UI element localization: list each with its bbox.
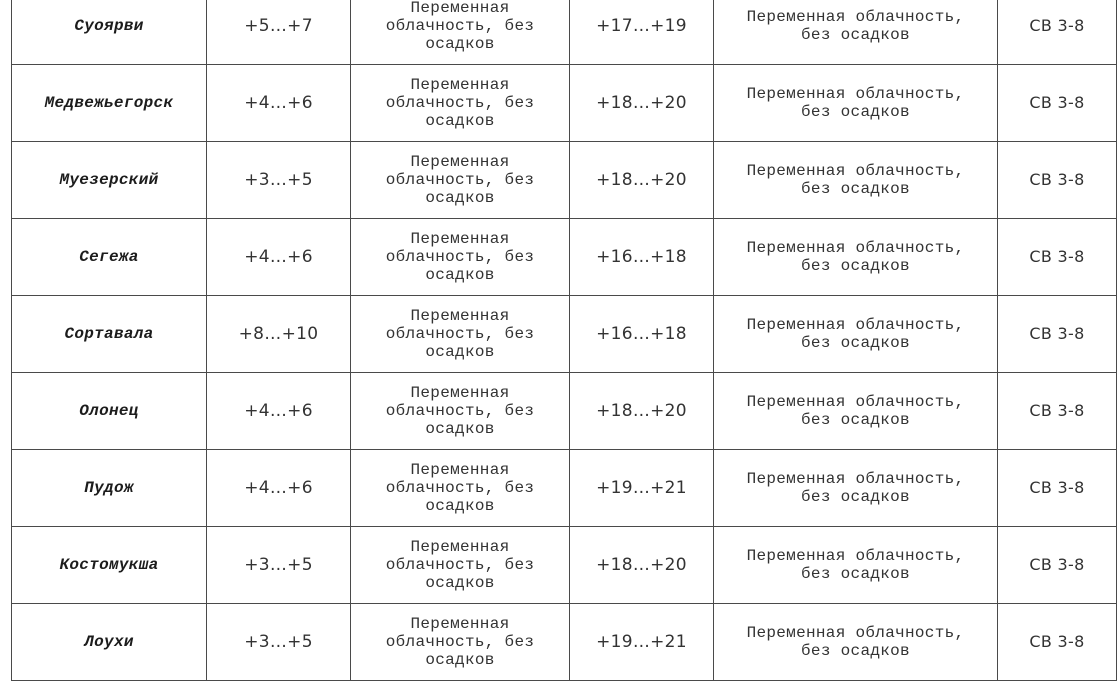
city-name: Костомукша bbox=[12, 527, 207, 604]
night-conditions bbox=[351, 296, 570, 373]
wind: СВ 3-8 bbox=[998, 604, 1117, 681]
condition-line: осадков bbox=[425, 497, 495, 515]
condition-line: Переменная облачность, bbox=[746, 470, 965, 488]
table-row bbox=[12, 219, 1117, 296]
night-temperature: +8…+10 bbox=[207, 296, 351, 373]
condition-line: Переменная bbox=[410, 307, 510, 325]
night-temperature: +3…+5 bbox=[207, 527, 351, 604]
day-conditions bbox=[714, 450, 998, 527]
condition-line: осадков bbox=[425, 574, 495, 592]
wind: СВ 3-8 bbox=[998, 0, 1117, 65]
wind: СВ 3-8 bbox=[998, 65, 1117, 142]
condition-line: облачность, без bbox=[385, 94, 535, 112]
night-temperature: +4…+6 bbox=[207, 219, 351, 296]
condition-line: осадков bbox=[425, 343, 495, 361]
condition-line: Переменная bbox=[410, 230, 510, 248]
condition-line: без осадков bbox=[801, 26, 910, 44]
condition-line: без осадков bbox=[801, 642, 910, 660]
condition-line: без осадков bbox=[801, 334, 910, 352]
forecast-table-wrapper bbox=[11, 0, 1116, 681]
condition-line: без осадков bbox=[801, 257, 910, 275]
day-temperature: +16…+18 bbox=[570, 296, 714, 373]
condition-line: облачность, без bbox=[385, 325, 535, 343]
city-name: Олонец bbox=[12, 373, 207, 450]
condition-line: Переменная облачность, bbox=[746, 162, 965, 180]
table-row bbox=[12, 142, 1117, 219]
night-temperature: +4…+6 bbox=[207, 450, 351, 527]
day-temperature: +19…+21 bbox=[570, 604, 714, 681]
day-temperature: +17…+19 bbox=[570, 0, 714, 65]
condition-line: без осадков bbox=[801, 180, 910, 198]
city-name: Медвежьегорск bbox=[12, 65, 207, 142]
condition-line: без осадков bbox=[801, 103, 910, 121]
day-temperature: +18…+20 bbox=[570, 527, 714, 604]
day-conditions bbox=[714, 527, 998, 604]
condition-line: Переменная облачность, bbox=[746, 239, 965, 257]
day-conditions bbox=[714, 0, 998, 65]
night-temperature: +5…+7 bbox=[207, 0, 351, 65]
table-row bbox=[12, 604, 1117, 681]
city-name: Сегежа bbox=[12, 219, 207, 296]
condition-line: Переменная bbox=[410, 538, 510, 556]
condition-line: Переменная bbox=[410, 384, 510, 402]
forecast-table bbox=[11, 0, 1117, 681]
condition-line: Переменная bbox=[410, 615, 510, 633]
city-name: Лоухи bbox=[12, 604, 207, 681]
condition-line: облачность, без bbox=[385, 479, 535, 497]
condition-line: облачность, без bbox=[385, 556, 535, 574]
condition-line: осадков bbox=[425, 420, 495, 438]
condition-line: облачность, без bbox=[385, 248, 535, 266]
night-temperature: +3…+5 bbox=[207, 142, 351, 219]
condition-line: без осадков bbox=[801, 488, 910, 506]
condition-line: облачность, без bbox=[385, 402, 535, 420]
condition-line: Переменная bbox=[410, 153, 510, 171]
night-conditions bbox=[351, 527, 570, 604]
day-conditions bbox=[714, 604, 998, 681]
wind: СВ 3-8 bbox=[998, 296, 1117, 373]
day-conditions bbox=[714, 219, 998, 296]
condition-line: Переменная облачность, bbox=[746, 547, 965, 565]
condition-line: Переменная облачность, bbox=[746, 393, 965, 411]
condition-line: осадков bbox=[425, 112, 495, 130]
wind: СВ 3-8 bbox=[998, 527, 1117, 604]
wind: СВ 3-8 bbox=[998, 142, 1117, 219]
night-conditions bbox=[351, 65, 570, 142]
day-conditions bbox=[714, 296, 998, 373]
condition-line: без осадков bbox=[801, 565, 910, 583]
day-conditions bbox=[714, 373, 998, 450]
condition-line: облачность, без bbox=[385, 17, 535, 35]
condition-line: облачность, без bbox=[385, 633, 535, 651]
day-temperature: +18…+20 bbox=[570, 373, 714, 450]
day-temperature: +18…+20 bbox=[570, 142, 714, 219]
day-temperature: +19…+21 bbox=[570, 450, 714, 527]
condition-line: Переменная bbox=[410, 76, 510, 94]
condition-line: осадков bbox=[425, 266, 495, 284]
city-name: Пудож bbox=[12, 450, 207, 527]
condition-line: облачность, без bbox=[385, 171, 535, 189]
city-name: Суоярви bbox=[12, 0, 207, 65]
condition-line: Переменная bbox=[410, 0, 510, 17]
city-name: Муезерский bbox=[12, 142, 207, 219]
table-row bbox=[12, 296, 1117, 373]
night-conditions bbox=[351, 604, 570, 681]
condition-line: осадков bbox=[425, 35, 495, 53]
table-row bbox=[12, 527, 1117, 604]
day-temperature: +16…+18 bbox=[570, 219, 714, 296]
night-conditions bbox=[351, 219, 570, 296]
night-conditions bbox=[351, 373, 570, 450]
night-conditions bbox=[351, 450, 570, 527]
day-temperature: +18…+20 bbox=[570, 65, 714, 142]
table-row bbox=[12, 373, 1117, 450]
condition-line: Переменная облачность, bbox=[746, 316, 965, 334]
night-temperature: +4…+6 bbox=[207, 65, 351, 142]
condition-line: осадков bbox=[425, 651, 495, 669]
night-conditions bbox=[351, 0, 570, 65]
condition-line: Переменная облачность, bbox=[746, 8, 965, 26]
table-row bbox=[12, 65, 1117, 142]
condition-line: осадков bbox=[425, 189, 495, 207]
day-conditions bbox=[714, 65, 998, 142]
night-conditions bbox=[351, 142, 570, 219]
night-temperature: +3…+5 bbox=[207, 604, 351, 681]
condition-line: Переменная облачность, bbox=[746, 624, 965, 642]
night-temperature: +4…+6 bbox=[207, 373, 351, 450]
condition-line: Переменная облачность, bbox=[746, 85, 965, 103]
wind: СВ 3-8 bbox=[998, 373, 1117, 450]
day-conditions bbox=[714, 142, 998, 219]
city-name: Сортавала bbox=[12, 296, 207, 373]
wind: СВ 3-8 bbox=[998, 219, 1117, 296]
condition-line: Переменная bbox=[410, 461, 510, 479]
forecast-table-body bbox=[12, 0, 1117, 681]
wind: СВ 3-8 bbox=[998, 450, 1117, 527]
table-row bbox=[12, 450, 1117, 527]
condition-line: без осадков bbox=[801, 411, 910, 429]
table-row bbox=[12, 0, 1117, 65]
